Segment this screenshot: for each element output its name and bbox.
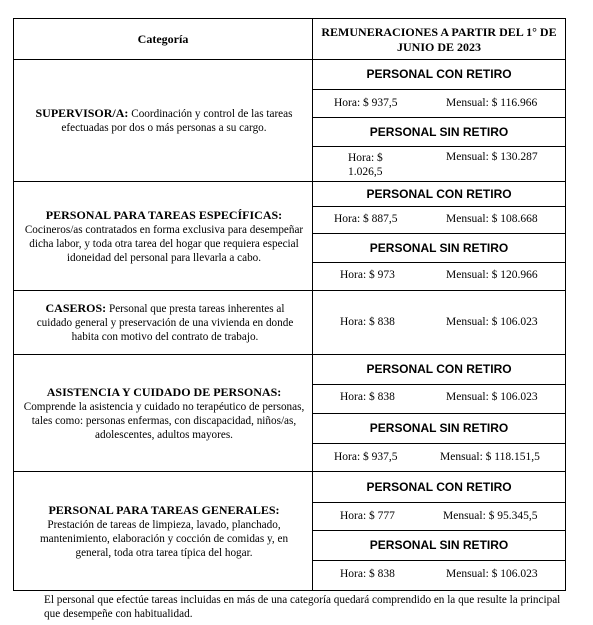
rate-mensual: Mensual: $ 106.023 <box>446 391 538 403</box>
category-tareas-especificas <box>22 182 306 290</box>
subrow-divider <box>312 262 566 263</box>
label-sin-retiro: PERSONAL SIN RETIRO <box>369 421 509 435</box>
table-border-left <box>13 18 14 591</box>
rate-hora: Hora: $ 973 <box>340 269 395 281</box>
rate-hora: Hora: $ 838 <box>340 316 395 328</box>
subrow-divider <box>312 146 566 147</box>
category-caseros <box>30 291 300 354</box>
subrow-divider <box>312 89 566 90</box>
category-tareas-generales <box>22 472 306 590</box>
label-con-retiro: PERSONAL CON RETIRO <box>366 480 512 494</box>
header-category-label: Categoría <box>137 31 189 46</box>
rate-hora: Hora: $ 838 <box>340 391 395 403</box>
rate-mensual: Mensual: $ 130.287 <box>446 151 538 163</box>
header-remuneraciones-label: REMUNERACIONES A PARTIR DEL 1° DE JUNIO DE 2023 <box>321 25 557 54</box>
subrow-divider <box>312 206 566 207</box>
label-sin-retiro: PERSONAL SIN RETIRO <box>369 125 509 139</box>
rate-hora: Hora: $ 887,5 <box>334 213 398 225</box>
subrow-divider <box>312 502 566 503</box>
table-border-bottom <box>13 590 566 591</box>
subrow-divider <box>312 384 566 385</box>
category-title: SUPERVISOR/A: <box>35 106 129 120</box>
category-title: PERSONAL PARA TAREAS GENERALES: <box>48 502 280 517</box>
rate-mensual: Mensual: $ 95.345,5 <box>443 510 538 522</box>
rate-hora: Hora: $ 1.026,5 <box>348 152 383 178</box>
rate-hora: Hora: $ 838 <box>340 568 395 580</box>
rate-mensual: Mensual: $ 106.023 <box>446 316 538 328</box>
label-sin-retiro: PERSONAL SIN RETIRO <box>369 241 509 255</box>
footnote: El personal que efectúe tareas incluidas en más de una categoría quedará comprendido en la que resulte la principal que desempeñe con habitualidad. <box>44 594 561 620</box>
subrow-divider <box>312 560 566 561</box>
label-con-retiro: PERSONAL CON RETIRO <box>366 187 512 201</box>
rate-mensual: Mensual: $ 106.023 <box>446 568 538 580</box>
category-title: CASEROS: <box>45 301 107 315</box>
rate-hora: Hora: $ 937,5 <box>334 451 398 463</box>
table-border-right <box>565 18 566 591</box>
category-description: Comprende la asistencia y cuidado no terapéutico de personas, tales como: personas enfermas, con discapacidad, niños/as, adolescentes, adultos mayores. <box>23 400 305 441</box>
header-remuneraciones <box>318 22 560 58</box>
rate-hora: Hora: $ 937,5 <box>334 97 398 109</box>
label-con-retiro: PERSONAL CON RETIRO <box>366 362 512 376</box>
label-sin-retiro: PERSONAL SIN RETIRO <box>369 538 509 552</box>
category-asistencia <box>22 355 306 471</box>
category-supervisor <box>20 60 308 181</box>
category-description: Coordinación y control de las tareas efectuadas por dos o más personas a su cargo. <box>61 108 293 134</box>
header-category <box>14 19 312 59</box>
category-description: Cocineros/as contratados en forma exclusiva para desempeñar dicha labor, y toda otra tarea del hogar que requiera especial idoneidad del personal para llevarla a cabo. <box>24 223 304 264</box>
rate-hora: Hora: $ 777 <box>340 510 395 522</box>
subrow-divider <box>312 443 566 444</box>
rate-mensual: Mensual: $ 118.151,5 <box>440 451 540 463</box>
rate-mensual: Mensual: $ 120.966 <box>446 269 538 281</box>
category-title: ASISTENCIA Y CUIDADO DE PERSONAS: <box>46 384 282 399</box>
label-con-retiro: PERSONAL CON RETIRO <box>366 67 512 81</box>
category-title: PERSONAL PARA TAREAS ESPECÍFICAS: <box>45 207 283 222</box>
table-divider-middle <box>312 18 313 591</box>
category-description: Personal que presta tareas inherentes al cuidado general y preservación de una vivienda en donde habita con motivo del contrato de trabajo. <box>36 303 294 343</box>
rate-mensual: Mensual: $ 108.668 <box>446 213 538 225</box>
category-description: Prestación de tareas de limpieza, lavado, planchado, mantenimiento, elaboración y cocción de comidas y, en general, toda otra tarea típica del hogar. <box>39 518 289 559</box>
rate-mensual: Mensual: $ 116.966 <box>446 97 538 109</box>
